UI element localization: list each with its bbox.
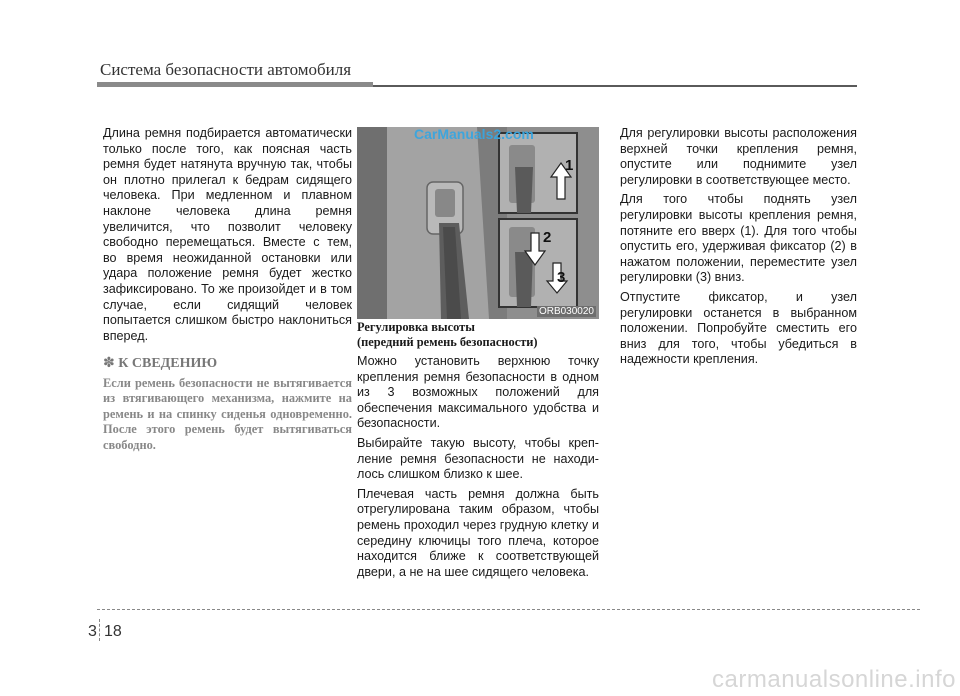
callout-1: 1	[565, 157, 574, 174]
site-watermark: carmanualsonline.info	[712, 666, 956, 693]
page-number-separator	[99, 619, 100, 641]
page-header-title: Система безопасности автомобиля	[100, 60, 352, 79]
callout-3: 3	[557, 269, 566, 286]
note-title: К СВЕДЕНИЮ	[118, 356, 218, 372]
body-paragraph: Для регулировки высоты расположения верхней точки крепления ремня, опустите или поднимите узел регулировки в соответствующее место.	[620, 126, 857, 187]
seatbelt-illustration	[357, 127, 599, 319]
body-paragraph: Выбирайте такую высоту, чтобы крепление ремня безопасности не находилось слишком близко к шее.	[357, 435, 599, 482]
header-rule-thick	[97, 82, 373, 87]
caption-line-1: Регулировка высоты	[357, 320, 475, 334]
caption-line-2: (передний ремень безопасности)	[357, 335, 538, 349]
note-heading	[103, 356, 352, 372]
body-paragraph: Можно установить верхнюю точку крепления ремня безопасности в одном из 3 возможных положений для обеспечения максимального удобства и безопасности.	[357, 354, 599, 431]
column-right	[620, 126, 857, 372]
footer-rule	[97, 609, 920, 610]
body-paragraph: Длина ремня подбирается автоматически только после того, как поясная часть ремня будет натянута вручную так, чтобы он плотно прилегал к бедрам сидящего человека. При медленном и плавном наклоне человека длина ремня увеличится, что позволит человеку свободно перемещаться. Вместе с тем, во время неожиданной остановки или удара положение ремня будет жестко зафиксировано. То же произойдет и в том случае, если сидящий человек попытается слишком быстро наклониться вперед.	[103, 126, 352, 343]
column-left	[103, 126, 352, 453]
chapter-number: 3	[88, 623, 97, 640]
header-rule-thin	[373, 85, 857, 87]
note-star-icon: ✽	[103, 355, 115, 372]
note-text: Если ремень безопасности не вытягивается из втягивающего механизма, нажмите на ремень и на спинку сиденья одновременно. После этого ремень будет вытягиваться свободно.	[103, 375, 352, 452]
column-middle	[357, 320, 599, 584]
callout-2: 2	[543, 229, 552, 246]
figure-caption	[357, 320, 599, 350]
figure-watermark: CarManuals2.com	[414, 127, 534, 142]
seatbelt-height-figure	[357, 127, 599, 319]
body-paragraph: Отпустите фиксатор, и узел регулировки останется в выбранном положении. Попробуйте сместить его вниз для того, чтобы убедиться в надежности крепления.	[620, 289, 857, 367]
figure-code: ORB030020	[538, 306, 594, 317]
page-number: 18	[104, 623, 122, 640]
body-paragraph: Плечевая часть ремня должна быть отрегулирована таким образом, чтобы ремень проходил через грудную клетку и середину ключицы того плеча, которое находится ближе к соответствующей двери, а не на шее сидящего человека.	[357, 486, 599, 579]
body-paragraph: Для того чтобы поднять узел регулировки высоты крепления ремня, потяните его вверх (1). Для того чтобы опустить его, удерживая фиксатор (2) в нажатом положении, переместите узел регулировки (3) вниз.	[620, 192, 857, 285]
